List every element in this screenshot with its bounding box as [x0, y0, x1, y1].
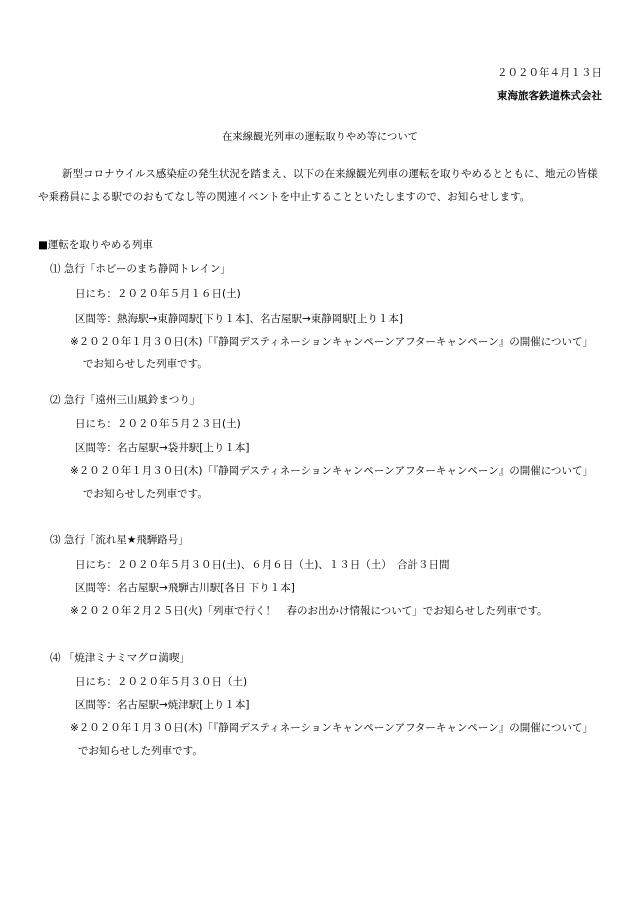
train-1-date: 日にち：２０２０年５月１６日(土) — [75, 288, 241, 300]
train-1-note-line-1: ※２０２０年１月３０日(木)「『静岡デスティネーションキャンペーンアフターキャンペーン』の開催について」 — [70, 336, 593, 348]
train-1-title: ⑴ 急行「ホビーのまち静岡トレイン」 — [50, 263, 231, 275]
train-2-note-line-1: ※２０２０年１月３０日(木)「『静岡デスティネーションキャンペーンアフターキャンペーン』の開催について」 — [70, 465, 593, 477]
train-3-route: 区間等：名古屋駅→飛騨古川駅[各日 下り１本] — [75, 582, 295, 594]
train-4-date: 日にち：２０２０年５月３０日（土) — [75, 676, 248, 688]
document-title: 在来線観光列車の運転取りやめ等について — [221, 131, 419, 143]
issue-date: ２０２０年４月１３日 — [497, 67, 602, 79]
train-3-title: ⑶ 急行「流れ星★飛騨路号」 — [50, 534, 189, 546]
train-3-date: 日にち：２０２０年５月３０日(土)、６月６日（土)、１３日（土） 合計３日間 — [75, 559, 450, 571]
section-heading: ■運転を取りやめる列車 — [38, 239, 153, 251]
train-2-note-line-2: でお知らせした列車です。 — [83, 488, 208, 500]
train-2-title: ⑵ 急行「遠州三山風鈴まつり」 — [50, 394, 201, 406]
train-4-note-line-1: ※２０２０年１月３０日(木)「『静岡デスティネーションキャンペーンアフターキャンペーン』の開催について」 — [70, 722, 593, 734]
company-name: 東海旅客鉄道株式会社 — [497, 90, 602, 102]
train-2-route: 区間等：名古屋駅→袋井駅[上り１本] — [75, 442, 250, 454]
train-4-route: 区間等：名古屋駅→焼津駅[上り１本] — [75, 699, 250, 711]
train-3-note-line-1: ※２０２０年２月２５日(火)「列車で行く！ 春のお出かけ情報について」でお知らせした列車です。 — [70, 605, 548, 617]
intro-line-1: 新型コロナウイルス感染症の発生状況を踏まえ、以下の在来線観光列車の運転を取りやめるとともに、地元の皆様 — [62, 168, 598, 180]
train-2-date: 日にち：２０２０年５月２３日(土) — [75, 418, 241, 430]
intro-line-2: や乗務員による駅でのおもてなし等の関連イベントを中止することといたしますので、お知らせします。 — [38, 191, 531, 203]
train-4-title: ⑷ 「焼津ミナミマグロ満喫」 — [50, 652, 190, 664]
train-4-note-line-2: でお知らせした列車です。 — [78, 745, 203, 757]
train-1-route: 区間等：熱海駅→東静岡駅[下り１本]、名古屋駅→東静岡駅[上り１本] — [75, 313, 403, 325]
train-1-note-line-2: でお知らせした列車です。 — [83, 358, 208, 370]
